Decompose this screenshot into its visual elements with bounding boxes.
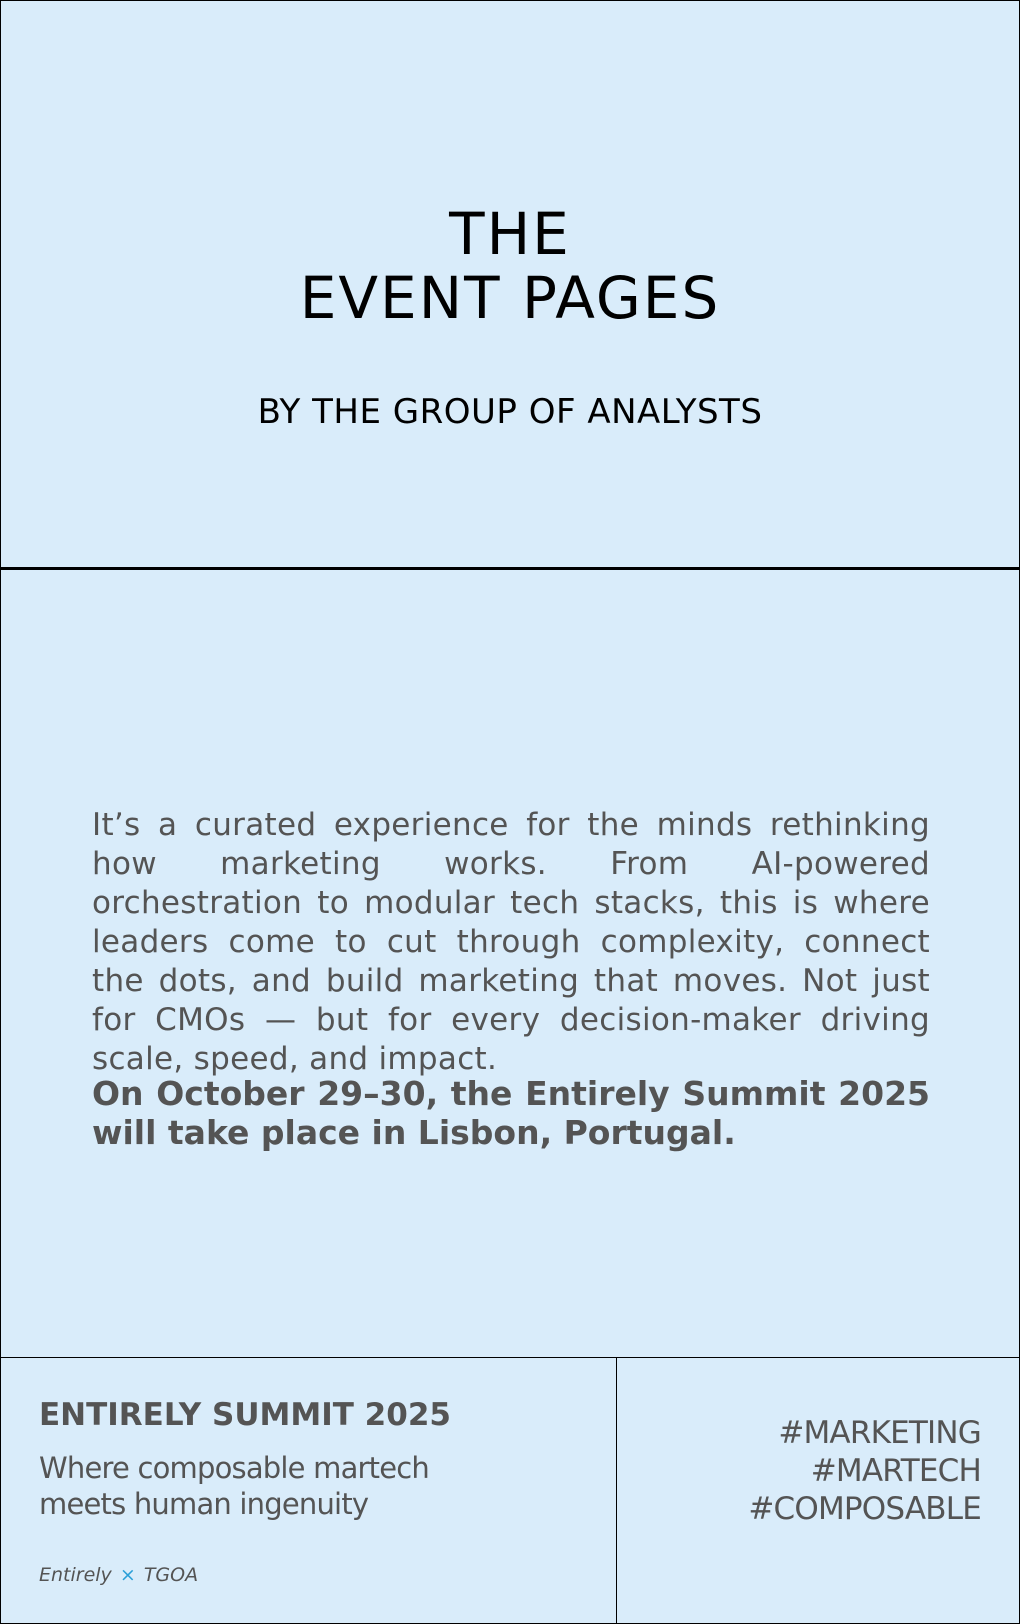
footer-hashtags-panel bbox=[617, 1358, 1019, 1623]
hashtag-marketing: #MARKETING bbox=[778, 1415, 981, 1451]
header-section bbox=[1, 1, 1019, 567]
hashtag-composable: #COMPOSABLE bbox=[748, 1491, 981, 1527]
body-section bbox=[1, 570, 1019, 1357]
hashtag-list bbox=[748, 1414, 981, 1528]
byline: BY THE GROUP OF ANALYSTS bbox=[257, 392, 763, 432]
page-title-line-1: THE bbox=[449, 200, 571, 268]
tagline-line-2: meets human ingenuity bbox=[39, 1487, 369, 1521]
credit-tgoa: TGOA bbox=[143, 1564, 199, 1586]
credits bbox=[39, 1566, 198, 1585]
footer-event-info bbox=[1, 1358, 616, 1623]
event-name: ENTIRELY SUMMIT 2025 bbox=[39, 1397, 451, 1433]
hashtag-martech: #MARTECH bbox=[810, 1453, 981, 1489]
event-description: It’s a curated experience for the minds rethinking how marketing works. From AI-powered orchestration to modular tech stacks, this is where leaders come to cut through complexity, connect the dots, and build marketing that moves. Not just for CMOs — but for every decision-maker driving scale, speed, and impact. bbox=[92, 807, 930, 1077]
tagline-line-1: Where composable martech bbox=[39, 1451, 430, 1485]
event-tagline bbox=[39, 1450, 599, 1522]
event-date-location: On October 29–30, the Entirely Summit 2025 will take place in Lisbon, Portugal. bbox=[92, 1074, 930, 1152]
credit-separator: × bbox=[119, 1564, 136, 1586]
page-title-line-2: EVENT PAGES bbox=[299, 264, 721, 332]
credit-entirely: Entirely bbox=[39, 1564, 112, 1586]
